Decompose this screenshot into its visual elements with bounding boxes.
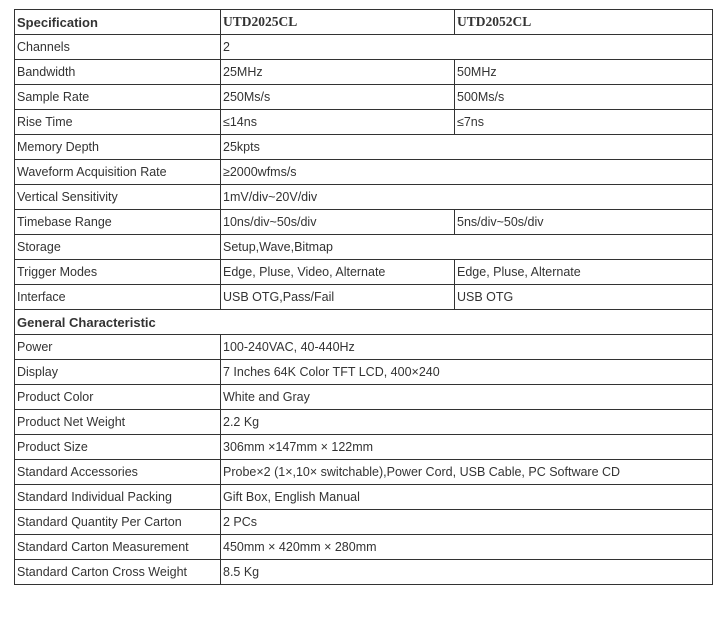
spec-value-model-b: Edge, Pluse, Alternate: [455, 260, 713, 285]
spec-value-shared: ≥2000wfms/s: [221, 160, 713, 185]
table-row: [15, 185, 713, 210]
spec-value-model-b: USB OTG: [455, 285, 713, 310]
specification-table: [14, 9, 713, 585]
table-row: [15, 335, 713, 360]
spec-label: Trigger Modes: [15, 260, 221, 285]
general-label: Product Color: [15, 385, 221, 410]
spec-label: Waveform Acquisition Rate: [15, 160, 221, 185]
table-row: [15, 460, 713, 485]
general-value: 8.5 Kg: [221, 560, 713, 585]
spec-value-model-a: Edge, Pluse, Video, Alternate: [221, 260, 455, 285]
general-value: 306mm ×147mm × 122mm: [221, 435, 713, 460]
table-row: [15, 235, 713, 260]
general-value: 100-240VAC, 40-440Hz: [221, 335, 713, 360]
table-row: [15, 560, 713, 585]
spec-value-shared: Setup,Wave,Bitmap: [221, 235, 713, 260]
spec-label: Rise Time: [15, 110, 221, 135]
table-row: [15, 135, 713, 160]
spec-value-model-a: 10ns/div~50s/div: [221, 210, 455, 235]
spec-value-model-a: 25MHz: [221, 60, 455, 85]
spec-value-model-b: 500Ms/s: [455, 85, 713, 110]
table-row: [15, 285, 713, 310]
model-b-header: UTD2052CL: [455, 10, 713, 35]
general-value: White and Gray: [221, 385, 713, 410]
table-row: [15, 85, 713, 110]
specification-table-body: [15, 10, 713, 585]
general-label: Display: [15, 360, 221, 385]
general-value: Gift Box, English Manual: [221, 485, 713, 510]
spec-label: Sample Rate: [15, 85, 221, 110]
spec-value-model-a: USB OTG,Pass/Fail: [221, 285, 455, 310]
table-row: [15, 410, 713, 435]
general-label: Standard Individual Packing: [15, 485, 221, 510]
table-row: [15, 110, 713, 135]
general-label: Power: [15, 335, 221, 360]
table-row: [15, 60, 713, 85]
spec-label: Memory Depth: [15, 135, 221, 160]
section-header-row: [15, 310, 713, 335]
model-a-header: UTD2025CL: [221, 10, 455, 35]
table-header-row: [15, 10, 713, 35]
general-label: Product Size: [15, 435, 221, 460]
general-value: Probe×2 (1×,10× switchable),Power Cord, USB Cable, PC Software CD: [221, 460, 713, 485]
spec-value-model-b: 50MHz: [455, 60, 713, 85]
general-value: 2.2 Kg: [221, 410, 713, 435]
spec-label: Bandwidth: [15, 60, 221, 85]
general-label: Product Net Weight: [15, 410, 221, 435]
general-label: Standard Carton Measurement: [15, 535, 221, 560]
spec-label: Vertical Sensitivity: [15, 185, 221, 210]
general-value: 2 PCs: [221, 510, 713, 535]
spec-value-model-a: 250Ms/s: [221, 85, 455, 110]
spec-value-shared: 1mV/div~20V/div: [221, 185, 713, 210]
spec-label: Timebase Range: [15, 210, 221, 235]
spec-label: Interface: [15, 285, 221, 310]
spec-value-shared: 25kpts: [221, 135, 713, 160]
spec-value-model-b: ≤7ns: [455, 110, 713, 135]
general-value: 7 Inches 64K Color TFT LCD, 400×240: [221, 360, 713, 385]
table-row: [15, 260, 713, 285]
general-value: 450mm × 420mm × 280mm: [221, 535, 713, 560]
table-row: [15, 35, 713, 60]
spec-label: Channels: [15, 35, 221, 60]
spec-value-model-b: 5ns/div~50s/div: [455, 210, 713, 235]
spec-value-model-a: ≤14ns: [221, 110, 455, 135]
spec-value-shared: 2: [221, 35, 713, 60]
table-row: [15, 435, 713, 460]
table-row: [15, 210, 713, 235]
general-characteristic-heading: General Characteristic: [15, 310, 713, 335]
spec-label: Storage: [15, 235, 221, 260]
general-label: Standard Carton Cross Weight: [15, 560, 221, 585]
table-row: [15, 485, 713, 510]
table-row: [15, 535, 713, 560]
general-label: Standard Quantity Per Carton: [15, 510, 221, 535]
table-row: [15, 510, 713, 535]
table-row: [15, 160, 713, 185]
table-row: [15, 385, 713, 410]
table-row: [15, 360, 713, 385]
specification-header: Specification: [15, 10, 221, 35]
general-label: Standard Accessories: [15, 460, 221, 485]
